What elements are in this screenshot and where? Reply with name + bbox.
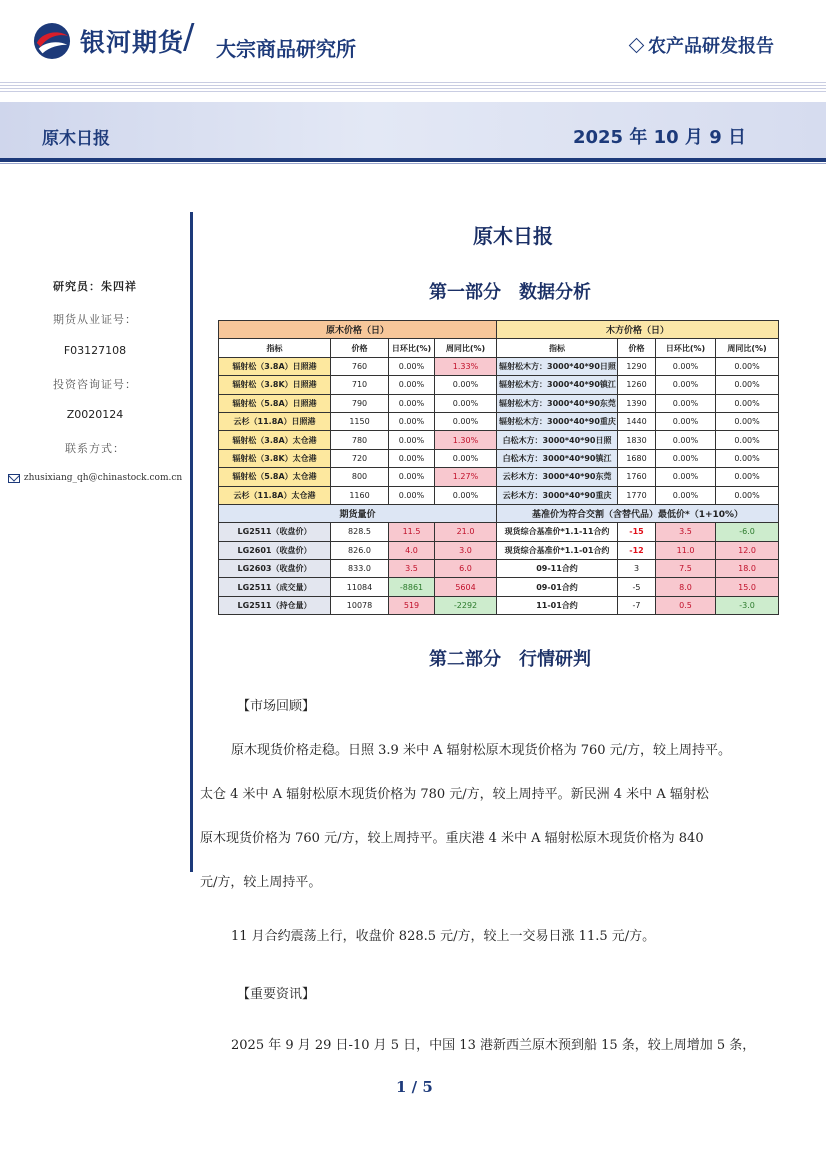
row-label: 辐射松（3.8A）太仓港	[219, 431, 331, 449]
table-cell: 1.30%	[435, 431, 497, 449]
column-header: 指标	[497, 339, 618, 357]
table-cell: 1770	[618, 486, 656, 504]
row-label: 现货综合基准价*1.1-11合约	[497, 523, 618, 541]
table-cell: -12	[618, 541, 656, 559]
sidebar-divider	[190, 212, 193, 872]
futures-header-row	[219, 504, 779, 522]
table-cell: 1390	[618, 394, 656, 412]
row-label: 辐射松木方：3000*40*90日照	[497, 357, 618, 375]
table-cell: 11.5	[389, 523, 435, 541]
table-cell: 15.0	[716, 578, 779, 596]
contact-email[interactable]: zhusixiang_qh@chinastock.com.cn	[23, 473, 183, 483]
table-cell: 0.00%	[716, 376, 779, 394]
market-review-tag: 【市场回顾】	[237, 699, 316, 714]
table-cell: 0.00%	[656, 412, 716, 430]
table-row	[219, 376, 779, 394]
column-header: 指标	[219, 339, 331, 357]
table-cell: 800	[331, 468, 389, 486]
row-label: 11-01合约	[497, 596, 618, 614]
row-label: LG2603（收盘价）	[219, 560, 331, 578]
table-cell: 7.5	[656, 560, 716, 578]
table-cell: 1440	[618, 412, 656, 430]
row-label: 辐射松木方：3000*40*90东莞	[497, 394, 618, 412]
column-header: 价格	[618, 339, 656, 357]
table-cell: -7	[618, 596, 656, 614]
lumber-price-header: 木方价格（日）	[497, 321, 779, 339]
futures-header: 期货量价	[219, 504, 497, 522]
table-cell: 0.00%	[389, 449, 435, 467]
contract-paragraph: 11 月合约震荡上行，收盘价 828.5 元/方，较上一交易日涨 11.5 元/方。	[231, 929, 656, 944]
table-header-row	[219, 321, 779, 339]
table-row	[219, 449, 779, 467]
table-cell: 0.00%	[656, 431, 716, 449]
table-row	[219, 394, 779, 412]
row-label: 云杉（11.8A）日照港	[219, 412, 331, 430]
contact-email-row	[0, 473, 190, 483]
log-price-header: 原木价格（日）	[219, 321, 497, 339]
column-header: 日环比(%)	[389, 339, 435, 357]
table-row	[219, 578, 779, 596]
table-cell: 0.00%	[435, 394, 497, 412]
table-cell: 1760	[618, 468, 656, 486]
review-line-4: 元/方，较上周持平。	[200, 875, 322, 890]
table-cell: 3	[618, 560, 656, 578]
license-value: F03127108	[63, 344, 127, 357]
report-type	[631, 32, 774, 58]
table-cell: -2292	[435, 596, 497, 614]
table-row	[219, 541, 779, 559]
column-header-row	[219, 339, 779, 357]
galaxy-logo-icon	[33, 22, 71, 60]
banner-title: 原木日报	[42, 129, 110, 149]
table-cell: 0.00%	[716, 449, 779, 467]
table-cell: 4.0	[389, 541, 435, 559]
table-cell: 790	[331, 394, 389, 412]
table-cell: 833.0	[331, 560, 389, 578]
table-cell: 1160	[331, 486, 389, 504]
row-label: 白松木方：3000*40*90镇江	[497, 449, 618, 467]
table-cell: 1150	[331, 412, 389, 430]
column-header: 价格	[331, 339, 389, 357]
section-title-data: 第一部分 数据分析	[429, 282, 591, 303]
row-label: 白松木方：3000*40*90日照	[497, 431, 618, 449]
row-label: 辐射松（3.8A）日照港	[219, 357, 331, 375]
row-label: 辐射松（5.8A）日照港	[219, 394, 331, 412]
mail-icon	[8, 474, 20, 483]
table-row	[219, 523, 779, 541]
table-cell: 0.00%	[389, 412, 435, 430]
page-number: 1 / 5	[396, 1078, 433, 1096]
review-line-1: 原木现货价格走稳。日照 3.9 米中 A 辐射松原木现货价格为 760 元/方，较上周持平。	[231, 743, 732, 758]
row-label: 辐射松（5.8A）太仓港	[219, 468, 331, 486]
review-line-2: 太仓 4 米中 A 辐射松原木现货价格为 780 元/方，较上周持平。新民洲 4 米中 A 辐射松	[200, 787, 709, 802]
table-cell: -3.0	[716, 596, 779, 614]
table-cell: 0.00%	[716, 468, 779, 486]
column-header: 日环比(%)	[656, 339, 716, 357]
table-cell: 21.0	[435, 523, 497, 541]
table-cell: 0.00%	[716, 357, 779, 375]
table-cell: 3.5	[389, 560, 435, 578]
table-cell: 0.5	[656, 596, 716, 614]
table-cell: 12.0	[716, 541, 779, 559]
column-header: 周同比(%)	[716, 339, 779, 357]
table-cell: 1.27%	[435, 468, 497, 486]
table-cell: 0.00%	[656, 449, 716, 467]
diamond-icon	[629, 37, 645, 53]
table-cell: 0.00%	[389, 376, 435, 394]
review-line-3: 原木现货价格为 760 元/方，较上周持平。重庆港 4 米中 A 辐射松原木现货价格为 840	[200, 831, 704, 846]
table-cell: 0.00%	[435, 376, 497, 394]
table-cell: 0.00%	[389, 468, 435, 486]
row-label: 云杉木方：3000*40*90重庆	[497, 486, 618, 504]
key-news-tag: 【重要资讯】	[237, 987, 316, 1002]
table-cell: 11.0	[656, 541, 716, 559]
document-title: 原木日报	[473, 224, 553, 248]
table-cell: 720	[331, 449, 389, 467]
row-label: 09-11合约	[497, 560, 618, 578]
table-cell: 10078	[331, 596, 389, 614]
table-cell: 1830	[618, 431, 656, 449]
table-cell: 11084	[331, 578, 389, 596]
table-cell: 0.00%	[716, 394, 779, 412]
row-label: LG2511（持仓量）	[219, 596, 331, 614]
row-label: LG2511（收盘价）	[219, 523, 331, 541]
row-label: 09-01合约	[497, 578, 618, 596]
section-title-outlook: 第二部分 行情研判	[429, 649, 591, 670]
table-cell: 0.00%	[435, 449, 497, 467]
table-cell: 0.00%	[656, 486, 716, 504]
table-row	[219, 412, 779, 430]
table-row	[219, 431, 779, 449]
advisor-label: 投资咨询证号：	[53, 378, 137, 391]
brand-name: 银河期货	[80, 28, 185, 57]
advisor-value: Z0020124	[66, 408, 124, 421]
table-row	[219, 468, 779, 486]
table-cell: 1290	[618, 357, 656, 375]
row-label: 云杉（11.8A）太仓港	[219, 486, 331, 504]
banner-rule	[0, 158, 826, 162]
brand-divider: /	[183, 17, 195, 57]
table-cell: 5604	[435, 578, 497, 596]
table-cell: 18.0	[716, 560, 779, 578]
table-cell: 8.0	[656, 578, 716, 596]
row-label: 辐射松（3.8K）日照港	[219, 376, 331, 394]
row-label: LG2601（收盘价）	[219, 541, 331, 559]
table-cell: 826.0	[331, 541, 389, 559]
table-cell: 760	[331, 357, 389, 375]
table-cell: 0.00%	[389, 431, 435, 449]
contact-label: 联系方式：	[65, 442, 125, 455]
table-cell: 0.00%	[716, 431, 779, 449]
banner-date: 2025 年 10 月 9 日	[572, 127, 746, 148]
table-cell: -5	[618, 578, 656, 596]
table-cell: 6.0	[435, 560, 497, 578]
column-header: 周同比(%)	[435, 339, 497, 357]
row-label: LG2511（成交量）	[219, 578, 331, 596]
table-cell: 710	[331, 376, 389, 394]
table-cell: -8861	[389, 578, 435, 596]
table-cell: 828.5	[331, 523, 389, 541]
table-cell: 0.00%	[656, 357, 716, 375]
report-type-label: 农产品研发报告	[648, 36, 774, 57]
table-cell: -6.0	[716, 523, 779, 541]
table-cell: 0.00%	[435, 412, 497, 430]
report-header	[0, 0, 826, 165]
table-cell: 0.00%	[389, 357, 435, 375]
table-cell: 0.00%	[435, 486, 497, 504]
table-cell: -15	[618, 523, 656, 541]
table-cell: 0.00%	[656, 394, 716, 412]
table-cell: 0.00%	[716, 412, 779, 430]
row-label: 现货综合基准价*1.1-01合约	[497, 541, 618, 559]
row-label: 云杉木方：3000*40*90东莞	[497, 468, 618, 486]
table-cell: 0.00%	[716, 486, 779, 504]
news-line-1: 2025 年 9 月 29 日-10 月 5 日，中国 13 港新西兰原木预到船 15 条，较上周增加 5 条，	[231, 1038, 756, 1053]
table-row	[219, 486, 779, 504]
table-row	[219, 560, 779, 578]
table-cell: 780	[331, 431, 389, 449]
table-cell: 0.00%	[389, 394, 435, 412]
researcher-name: 研究员：朱四祥	[53, 280, 137, 293]
row-label: 辐射松（3.8K）太仓港	[219, 449, 331, 467]
table-cell: 1680	[618, 449, 656, 467]
table-cell: 0.00%	[389, 486, 435, 504]
table-cell: 519	[389, 596, 435, 614]
table-cell: 1260	[618, 376, 656, 394]
row-label: 辐射松木方：3000*40*90重庆	[497, 412, 618, 430]
header-stripe	[0, 80, 826, 92]
table-cell: 0.00%	[656, 468, 716, 486]
banner-rule-thin	[0, 163, 826, 164]
table-cell: 3.5	[656, 523, 716, 541]
price-table	[218, 320, 779, 615]
table-cell: 3.0	[435, 541, 497, 559]
table-cell: 1.33%	[435, 357, 497, 375]
row-label: 辐射松木方：3000*40*90镇江	[497, 376, 618, 394]
license-label: 期货从业证号：	[53, 313, 137, 326]
institute-name: 大宗商品研究所	[216, 37, 356, 61]
table-cell: 0.00%	[656, 376, 716, 394]
table-row	[219, 357, 779, 375]
table-row	[219, 596, 779, 614]
basis-header: 基准价为符合交割（含替代品）最低价*（1+10%）	[497, 504, 779, 522]
